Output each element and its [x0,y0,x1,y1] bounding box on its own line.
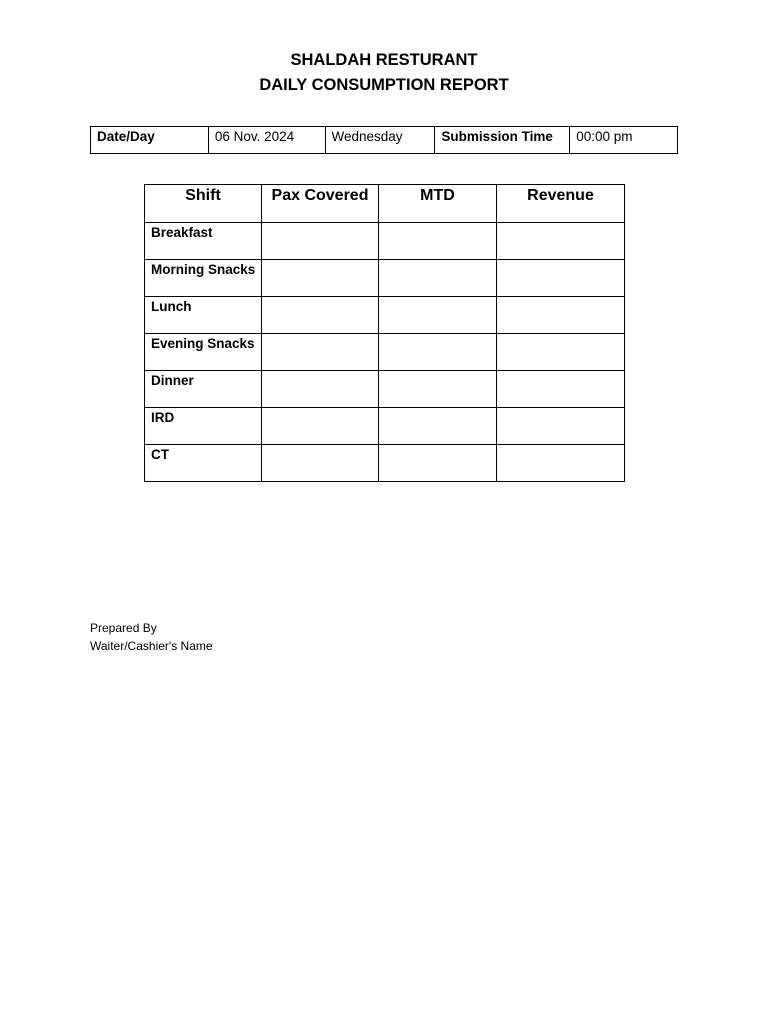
mtd-cell[interactable] [379,297,497,334]
pax-covered-cell[interactable] [262,260,379,297]
report-name: DAILY CONSUMPTION REPORT [259,76,509,94]
submission-time-label: Submission Time [435,127,570,154]
revenue-cell[interactable] [497,334,625,371]
shift-cell: Dinner [145,371,262,408]
table-header-row [145,185,625,223]
revenue-cell[interactable] [497,445,625,482]
table-row [145,223,625,260]
column-header-mtd: MTD [379,185,497,223]
mtd-cell[interactable] [379,334,497,371]
revenue-cell[interactable] [497,260,625,297]
report-info-row [91,127,678,154]
revenue-cell[interactable] [497,223,625,260]
mtd-cell[interactable] [379,371,497,408]
table-row [145,260,625,297]
table-row [145,371,625,408]
report-info-table [90,126,678,154]
mtd-cell[interactable] [379,408,497,445]
date-day-label: Date/Day [91,127,209,154]
day-value[interactable]: Wednesday [325,127,435,154]
column-header-pax-covered: Pax Covered [262,185,379,223]
shift-cell: Morning Snacks [145,260,262,297]
pax-covered-cell[interactable] [262,371,379,408]
shift-cell: Lunch [145,297,262,334]
pax-covered-cell[interactable] [262,223,379,260]
table-row [145,445,625,482]
shift-consumption-table [144,184,625,482]
prepared-by-section [90,619,213,655]
shift-cell: Evening Snacks [145,334,262,371]
report-title [0,48,768,98]
table-row [145,408,625,445]
pax-covered-cell[interactable] [262,334,379,371]
column-header-revenue: Revenue [497,185,625,223]
revenue-cell[interactable] [497,371,625,408]
shift-cell: CT [145,445,262,482]
mtd-cell[interactable] [379,260,497,297]
revenue-cell[interactable] [497,408,625,445]
shift-cell: IRD [145,408,262,445]
restaurant-name: SHALDAH RESTURANT [290,51,478,69]
submission-time-value[interactable]: 00:00 pm [570,127,678,154]
shift-cell: Breakfast [145,223,262,260]
mtd-cell[interactable] [379,445,497,482]
table-row [145,297,625,334]
table-row [145,334,625,371]
mtd-cell[interactable] [379,223,497,260]
column-header-shift: Shift [145,185,262,223]
pax-covered-cell[interactable] [262,408,379,445]
pax-covered-cell[interactable] [262,297,379,334]
waiter-cashier-name-label: Waiter/Cashier's Name [90,639,213,653]
prepared-by-label: Prepared By [90,621,157,635]
pax-covered-cell[interactable] [262,445,379,482]
revenue-cell[interactable] [497,297,625,334]
date-value[interactable]: 06 Nov. 2024 [208,127,325,154]
